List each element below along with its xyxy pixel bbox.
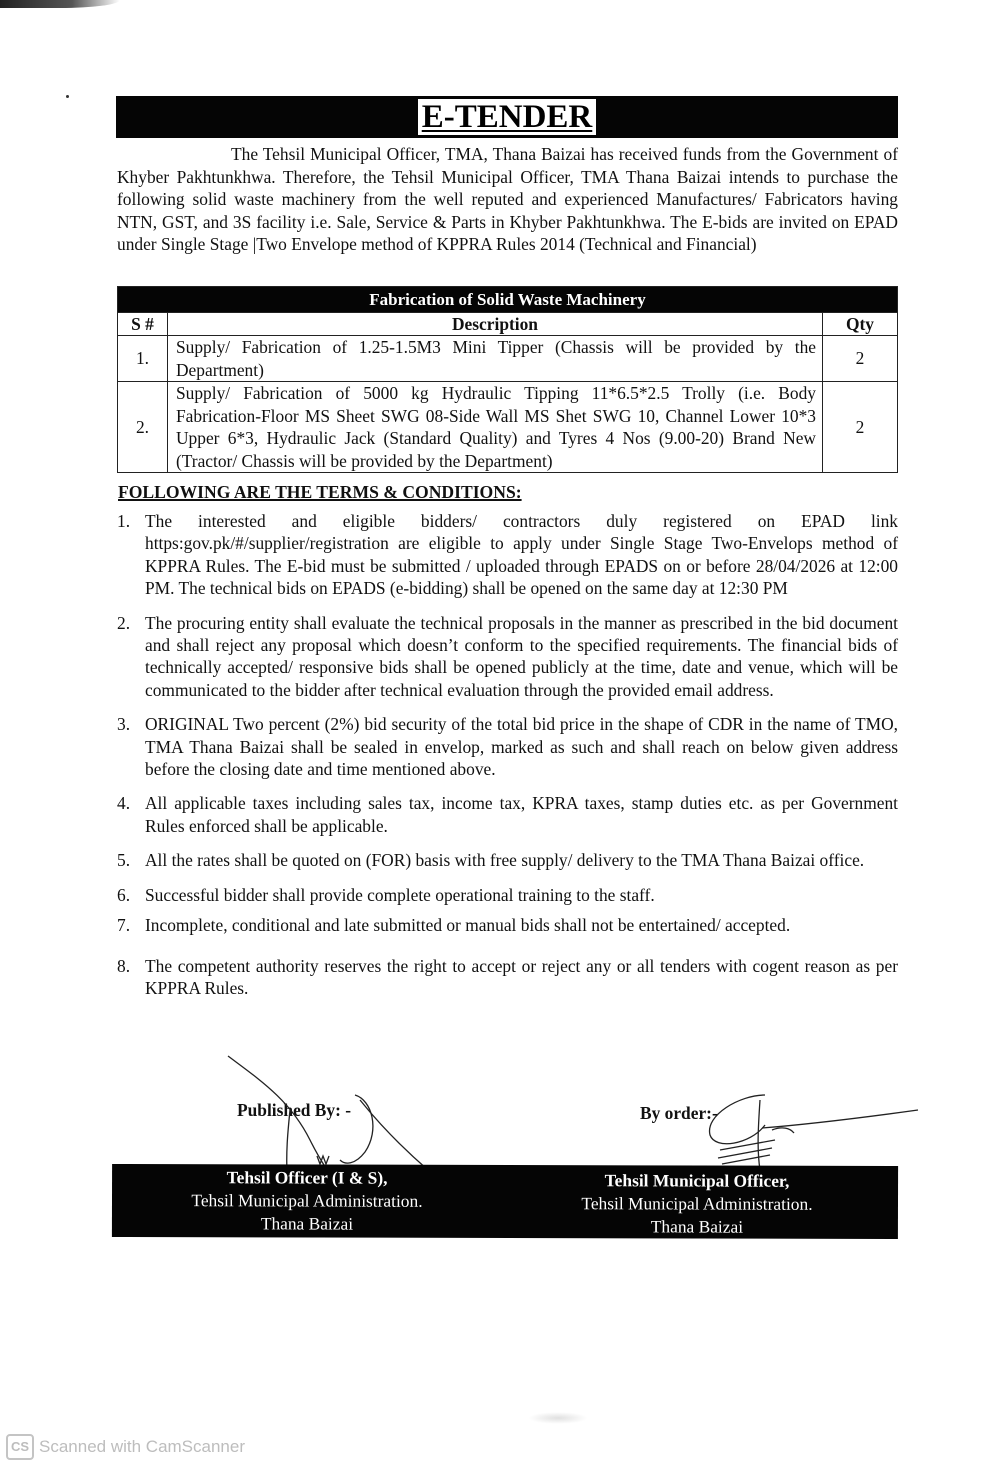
signatory-right-role: Tehsil Municipal Officer, bbox=[604, 1170, 790, 1191]
signatory-left-role: Tehsil Officer (I & S), bbox=[226, 1167, 388, 1188]
term-text: Incomplete, conditional and late submitted or manual bids shall not be entertained/ accepted. bbox=[145, 915, 791, 936]
signatory-left-place: Thana Baizai bbox=[260, 1213, 354, 1234]
intro-text: The Tehsil Municipal Officer, TMA, Thana Baizai has received funds from the Government of Khyber Pakhtunkhwa. Therefore, the Tehsil Municipal Officer, TMA Thana Baizai intends to purchase the following solid waste machinery from the well reputed and experienced Manufactures/ Fabricators having NTN, GST, and 3S facility i.e. Sale, Service & Parts in Khyber Pakhtunkhwa. The E-bids are invited on EPAD under Single Stage |Two Envelope method of KPPRA Rules 2014 (Technical and Financial) bbox=[117, 144, 898, 255]
row-qty: 2 bbox=[823, 382, 898, 473]
term-number: 8. bbox=[117, 955, 131, 976]
header-sn: S # bbox=[118, 312, 168, 336]
header-description: Description bbox=[168, 312, 823, 336]
watermark-text: Scanned with CamScanner bbox=[39, 1437, 246, 1456]
published-by-label: Published By: - bbox=[237, 1100, 352, 1120]
row-sn: 2. bbox=[118, 382, 168, 473]
terms-heading: FOLLOWING ARE THE TERMS & CONDITIONS: bbox=[118, 482, 522, 502]
table-caption: Fabrication of Solid Waste Machinery bbox=[118, 287, 898, 313]
scan-smudge bbox=[528, 1412, 588, 1424]
row-sn: 1. bbox=[118, 336, 168, 382]
term-text: Successful bidder shall provide complete operational training to the staff. bbox=[145, 884, 655, 905]
signature-left bbox=[228, 1056, 428, 1180]
term-text: All the rates shall be quoted on (FOR) basis with free supply/ delivery to the TMA Thana Baizai office. bbox=[145, 850, 865, 871]
term-text: All applicable taxes including sales tax, income tax, KPRA taxes, stamp duties etc. as per Government Rules enforced shall be applicable. bbox=[145, 793, 898, 836]
term-number: 1. bbox=[117, 511, 131, 531]
term-number: 2. bbox=[117, 612, 131, 633]
signatory-left-org: Tehsil Municipal Administration. bbox=[191, 1190, 423, 1211]
signatory-left bbox=[127, 1166, 487, 1236]
signature-footer-bar bbox=[112, 1164, 898, 1239]
term-number: 6. bbox=[117, 884, 131, 905]
term-number: 4. bbox=[117, 793, 131, 814]
page-title: E-TENDER bbox=[418, 99, 597, 135]
header-qty: Qty bbox=[823, 312, 898, 336]
term-number: 5. bbox=[117, 850, 131, 871]
signatory-right bbox=[517, 1169, 877, 1239]
term-text: The interested and eligible bidders/ contractors duly registered on EPAD link https:gov.pk/#/supplier/registration are eligible to apply under Single Stage Two-Envelops method of KPPRA Rules. The E-bid must be submitted / uploaded through EPADS on or before 28/04/2026 at 12:00 PM. The technical bids on EPADS (e-bidding) shall be opened on the same day at 12:30 PM bbox=[145, 511, 898, 599]
camscanner-watermark bbox=[6, 1434, 245, 1460]
row-qty: 2 bbox=[823, 336, 898, 382]
camscanner-logo-icon: CS bbox=[6, 1434, 34, 1460]
term-number: 7. bbox=[117, 915, 131, 936]
row-description: Supply/ Fabrication of 1.25-1.5M3 Mini Tipper (Chassis will be provided by the Department) bbox=[168, 336, 823, 382]
signatory-right-place: Thana Baizai bbox=[650, 1216, 744, 1237]
term-text: The competent authority reserves the right to accept or reject any or all tenders with cogent reason as per KPPRA Rules. bbox=[145, 955, 898, 998]
term-text: The procuring entity shall evaluate the technical proposals in the manner as prescribed in the bid document and shall reject any proposal which doesn’t conform to the specified requirements. The financial bids of technically accepted/ responsive bids shall be opened publicly at the time, date and venue, which will be communicated to the bidder after technical evaluation through the provided email address. bbox=[145, 612, 898, 700]
signatory-right-org: Tehsil Municipal Administration. bbox=[581, 1193, 813, 1214]
signature-right bbox=[710, 1095, 918, 1170]
term-number: 3. bbox=[117, 714, 131, 735]
term-text: ORIGINAL Two percent (2%) bid security of the total bid price in the shape of CDR in the name of TMO, TMA Thana Baizai shall be sealed in envelop, marked as such and shall reach on below given address before the closing date and time mentioned above. bbox=[145, 714, 898, 780]
row-description: Supply/ Fabrication of 5000 kg Hydraulic Tipping 11*6.5*2.5 Trolly (i.e. Body Fabrication-Floor MS Sheet SWG 08-Side Wall MS Shet SWG 10, Channel Lower 10*3 Upper 6*3, Hydraulic Jack (Standard Quality) and Tyres 4 Nos (9.00-20) Brand New (Tractor/ Chassis will be provided by the Department) bbox=[168, 382, 823, 473]
by-order-label: By order:- bbox=[640, 1103, 718, 1123]
